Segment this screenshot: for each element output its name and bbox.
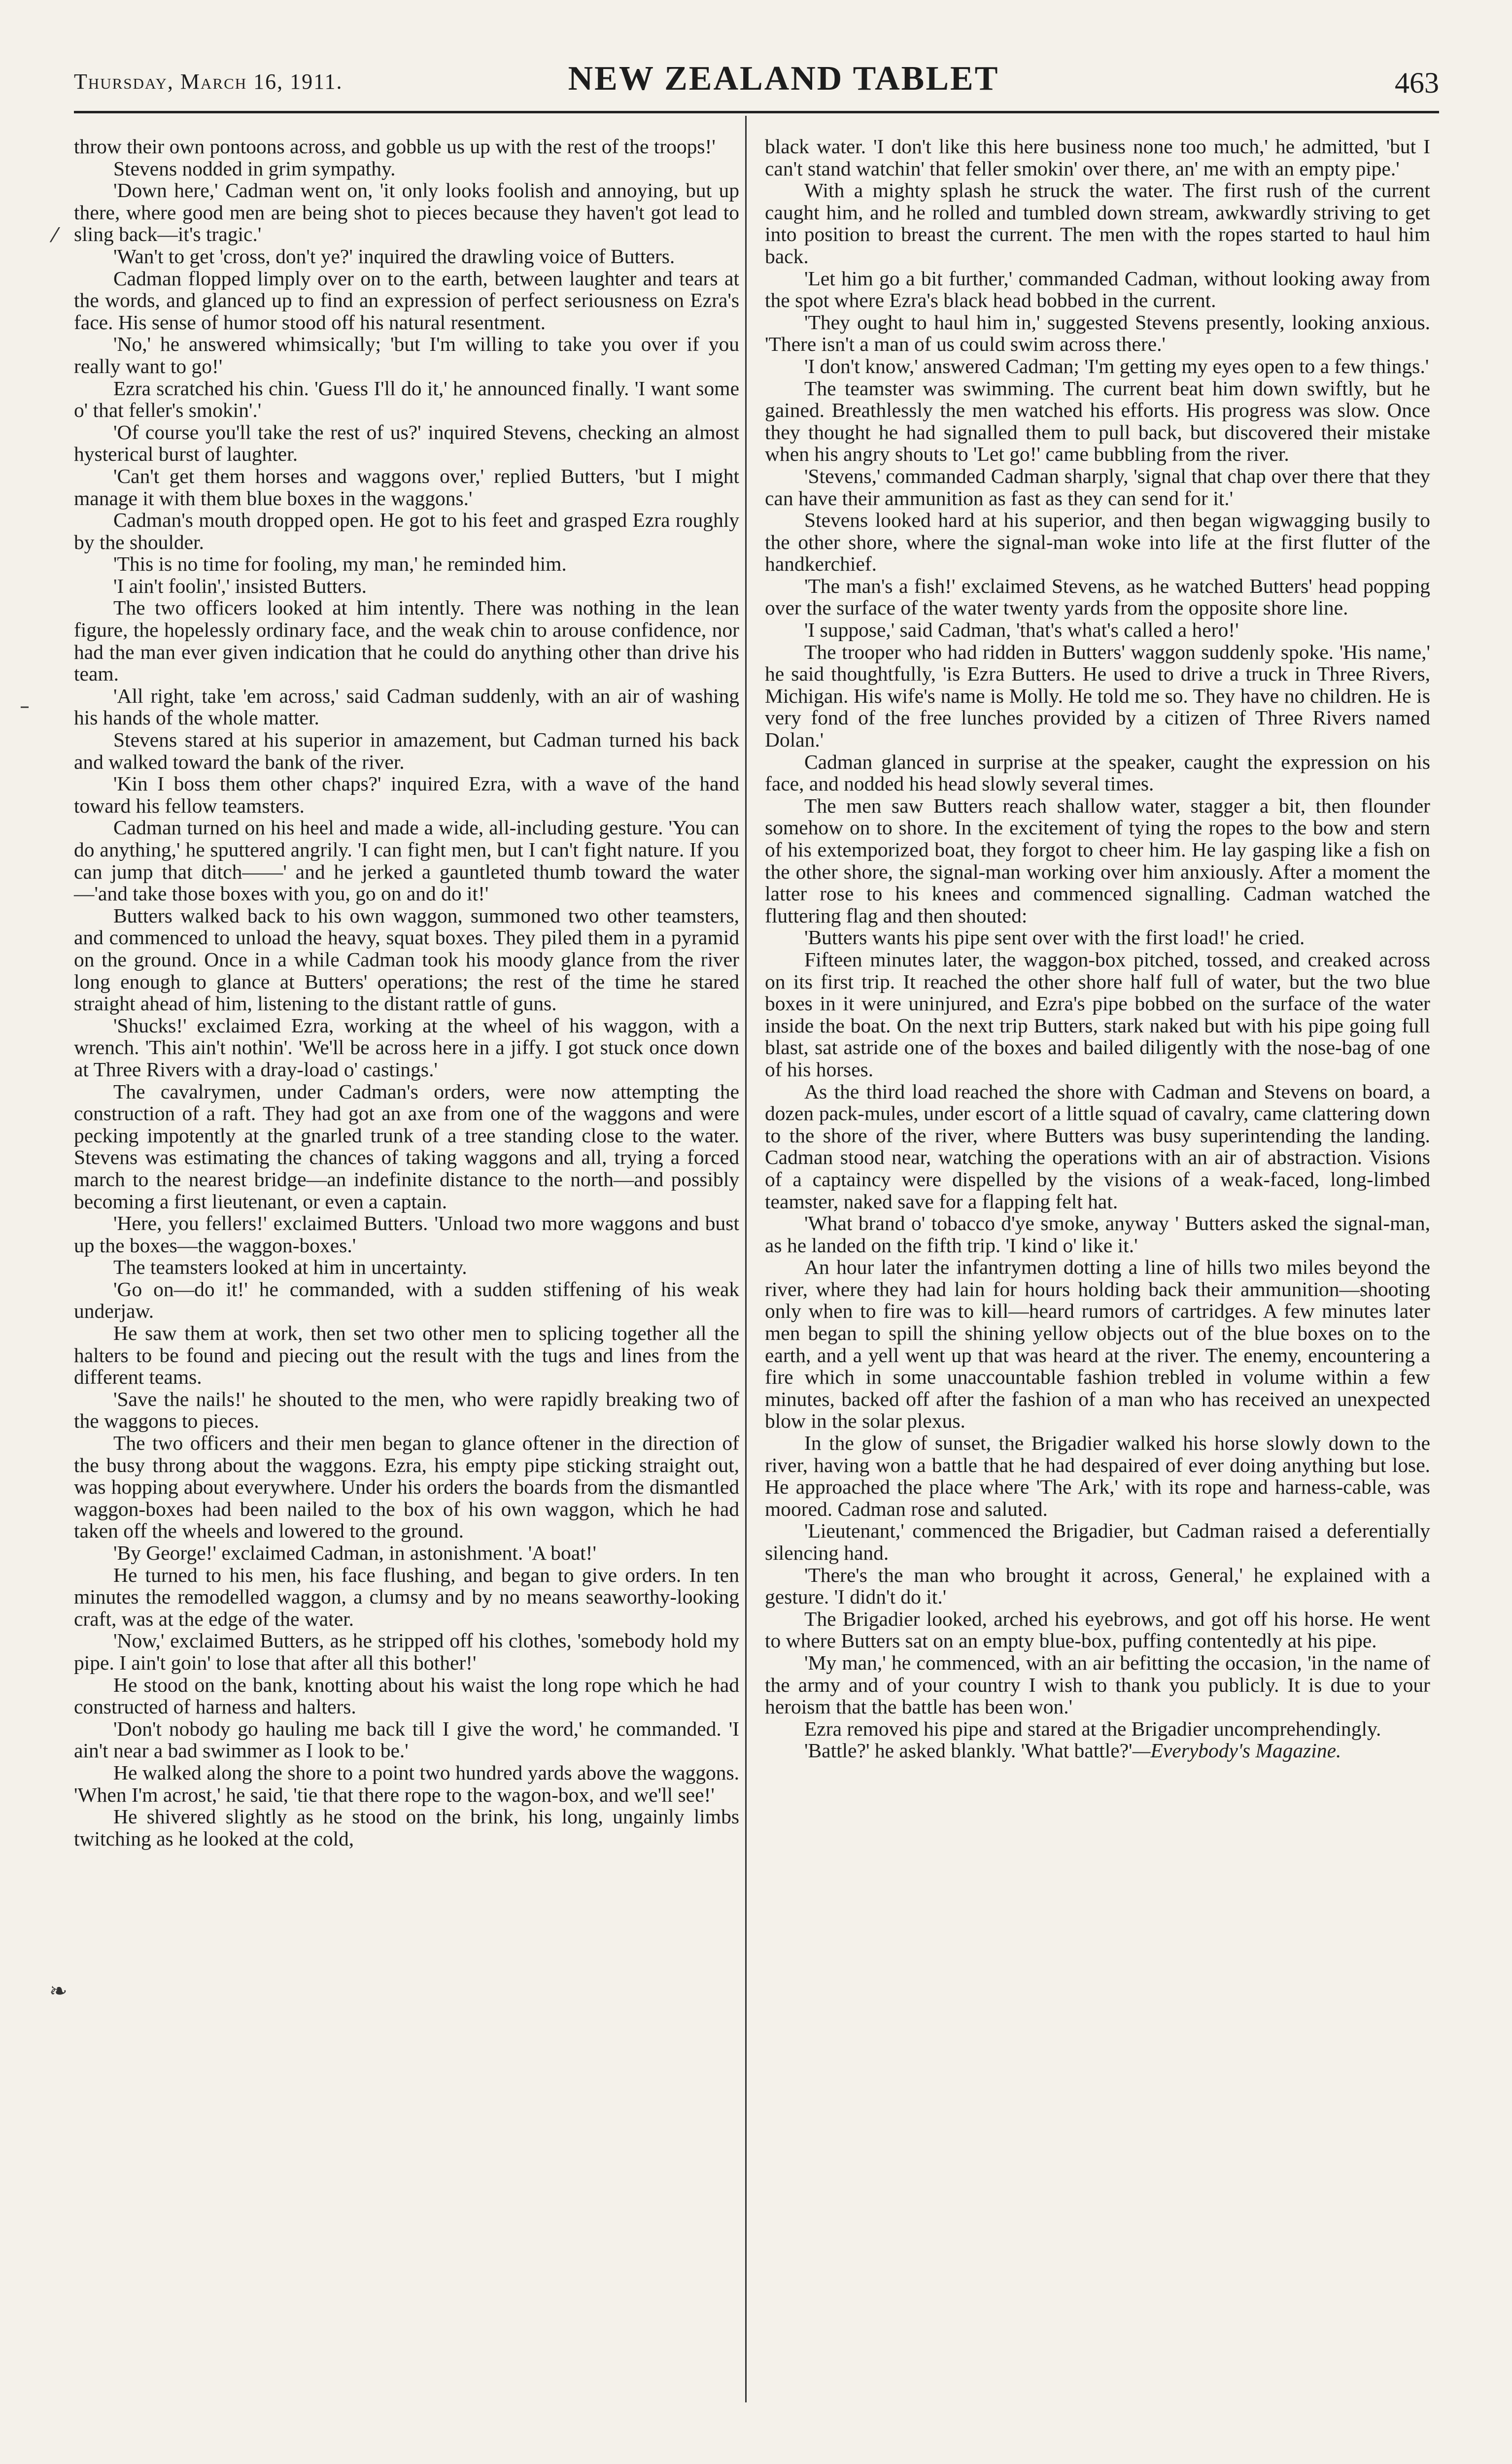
- article-paragraph: Ezra removed his pipe and stared at the Brigadier uncomprehendingly.: [804, 1717, 1381, 1740]
- article-paragraph: 'Save the nails!' he shouted to the men, who were rapidly breaking two of the waggons to pieces.: [74, 1387, 739, 1433]
- article-paragraph: 'They ought to haul him in,' suggested Stevens presently, looking anxious. 'There isn't a man of us could swim across there.': [765, 310, 1430, 356]
- article-paragraph: 'Lieutenant,' commenced the Brigadier, but Cadman raised a deferentially silencing hand.: [765, 1519, 1430, 1564]
- article-paragraph: In the glow of sunset, the Brigadier walked his horse slowly down to the river, having won a battle that he had despaired of ever doing anything but lose. He approached the place where 'The Ark,' with its rope and harness-cable, was moored. Cadman rose and saluted.: [765, 1432, 1430, 1520]
- article-paragraph: 'What brand o' tobacco d'ye smoke, anyway ' Butters asked the signal-man, as he landed on the fifth trip. 'I kind o' like it.': [765, 1212, 1430, 1257]
- article-paragraph: Stevens stared at his superior in amazement, but Cadman turned his back and walked toward the bank of the river.: [74, 728, 739, 773]
- article-paragraph: He shivered slightly as he stood on the brink, his long, ungainly limbs twitching as he looked at the cold,: [74, 1805, 739, 1850]
- issue-date: Thursday, March 16, 1911.: [74, 69, 343, 94]
- article-paragraph: The teamster was swimming. The current beat him down swiftly, but he gained. Breathlessly the men watched his efforts. His progress was slow. Once they thought he had signalled them to pull back, but discovered their mistake when his angry shouts to 'Let go!' came bubbling from the river.: [765, 376, 1430, 466]
- article-paragraph: 'I suppose,' said Cadman, 'that's what's called a hero!': [804, 618, 1239, 642]
- article-paragraph: Stevens nodded in grim sympathy.: [113, 157, 396, 180]
- left-column: [74, 136, 739, 1849]
- article-paragraph: 'My man,' he commenced, with an air befitting the occasion, 'in the name of the army and of your country I wish to thank you publicly. It is due to your heroism that the battle has been won.': [765, 1651, 1430, 1718]
- article-paragraph: Cadman flopped limply over on to the earth, between laughter and tears at the words, and glanced up to find an expression of perfect seriousness on Ezra's face. His sense of humor stood off his natural resentment.: [74, 267, 739, 334]
- article-paragraph: throw their own pontoons across, and gobble us up with the rest of the troops!': [74, 135, 716, 158]
- article-paragraph: 'By George!' exclaimed Cadman, in astonishment. 'A boat!': [113, 1541, 596, 1564]
- article-paragraph: 'Can't get them horses and waggons over,' replied Butters, 'but I might manage it with them blue boxes in the waggons.': [74, 464, 739, 510]
- article-paragraph: 'I don't know,' answered Cadman; 'I'm getting my eyes open to a few things.': [804, 354, 1429, 377]
- masthead-title: NEW ZEALAND TABLET: [568, 60, 999, 98]
- article-paragraph: He walked along the shore to a point two hundred yards above the waggons. 'When I'm acrost,' he said, 'tie that there rope to the wagon-box, and we'll see!': [74, 1761, 739, 1806]
- article-paragraph: 'Down here,' Cadman went on, 'it only looks foolish and annoying, but up there, where good men are being shot to pieces because they haven't got lead to sling back—it's tragic.': [74, 179, 739, 246]
- article-paragraph: 'Butters wants his pipe sent over with the first load!' he cried.: [804, 926, 1305, 949]
- column-divider: [745, 116, 747, 2402]
- article-paragraph: 'Go on—do it!' he commanded, with a sudden stiffening of his weak underjaw.: [74, 1277, 739, 1323]
- article-paragraph: The trooper who had ridden in Butters' waggon suddenly spoke. 'His name,' he said thoughtfully, 'is Ezra Butters. He used to drive a truck in Three Rivers, Michigan. His wife's name is Molly. He told me so. They have no children. He is very fond of the free lunches provided by a citizen of Three Rivers named Dolan.': [765, 640, 1430, 752]
- article-paragraph: black water. 'I don't like this here business none too much,' he admitted, 'but I can't stand watchin' that feller smokin' over there, an' me with an empty pipe.': [765, 135, 1430, 180]
- article-paragraph: 'The man's a fish!' exclaimed Stevens, as he watched Butters' head popping over the surface of the water twenty yards from the opposite shore line.: [765, 574, 1430, 619]
- article-paragraph: The teamsters looked at him in uncertainty.: [113, 1256, 467, 1279]
- article-paragraph: 'Shucks!' exclaimed Ezra, working at the wheel of his waggon, with a wrench. 'This ain't nothin'. 'We'll be across here in a jiffy. I got stuck once down at Three Rivers with a dray-load o' castings.': [74, 1014, 739, 1081]
- article-paragraph: 'Of course you'll take the rest of us?' inquired Stevens, checking an almost hysterical burst of laughter.: [74, 420, 739, 466]
- article-paragraph: An hour later the infantrymen dotting a line of hills two miles beyond the river, where they had lain for hours holding back their ammunition—shooting only when to fire was to kill—heard rumors of cartridges. A few minutes later men began to spill the shining yellow objects out of the blue boxes on to the earth, and a yell went up that was heard at the river. The enemy, encountering a fire which in some unaccountable fashion trebled in volume within a few minutes, backed off after the fashion of a man who has received an unexpected blow in the solar plexus.: [765, 1256, 1430, 1433]
- article-paragraph: The two officers and their men began to glance oftener in the direction of the busy throng about the waggons. Ezra, his empty pipe sticking straight out, was hopping about everywhere. Under his orders the boards from the dismantled waggon-boxes had been nailed to the box of his own waggon, which he had taken off the wheels and lowered to the ground.: [74, 1432, 739, 1542]
- article-paragraph: Ezra scratched his chin. 'Guess I'll do it,' he announced finally. 'I want some o' that feller's smokin'.': [74, 376, 739, 422]
- source-credit: —Everybody's Magazine.: [1132, 1739, 1341, 1762]
- right-column: [765, 136, 1430, 1762]
- article-paragraph: He turned to his men, his face flushing, and began to give orders. In ten minutes the remodelled waggon, a clumsy and by no means seaworthy-looking craft, was at the edge of the water.: [74, 1563, 739, 1630]
- article-paragraph: The two officers looked at him intently. There was nothing in the lean figure, the hopelessly ordinary face, and the weak chin to arouse confidence, nor had the man ever given indication that he could do anything other than drive his team.: [74, 596, 739, 685]
- article-paragraph: As the third load reached the shore with Cadman and Stevens on board, a dozen pack-mules, under escort of a little squad of cavalry, came clattering down to the shore of the river, where Butters was busy superintending the landing. Cadman stood near, watching the operations with an air of abstraction. Visions of a captaincy were dispelled by the visions of a weak-faced, long-limbed teamster, naked save for a flapping felt hat.: [765, 1080, 1430, 1213]
- page-header: [74, 59, 1439, 113]
- article-paragraph: Fifteen minutes later, the waggon-box pitched, tossed, and creaked across on its first trip. It reached the other shore half full of water, but the two blue boxes in it were uninjured, and Ezra's pipe bobbed on the surface of the water inside the boat. On the next trip Butters, stark naked but with his pipe going full blast, sat astride one of the boxes and bailed diligently with the nose-bag of one of his horses.: [765, 948, 1430, 1081]
- article-paragraph: 'Now,' exclaimed Butters, as he stripped off his clothes, 'somebody hold my pipe. I ain't goin' to lose that after all this bother!': [74, 1629, 739, 1674]
- article-paragraph: The Brigadier looked, arched his eyebrows, and got off his horse. He went to where Butters sat on an empty blue-box, puffing contentedly at his pipe.: [765, 1607, 1430, 1652]
- article-paragraph: Stevens looked hard at his superior, and then began wigwagging busily to the other shore, where the signal-man woke into life at the first flutter of the handkerchief.: [765, 509, 1430, 576]
- article-paragraph: The cavalrymen, under Cadman's orders, were now attempting the construction of a raft. They had got an axe from one of the waggons and were pecking impotently at the gnarled trunk of a tree standing close to the water. Stevens was estimating the chances of taking waggons and all, trying a forced march to the nearest bridge—an indefinite distance to the north—and possibly becoming a first lieutenant, or even a captain.: [74, 1080, 739, 1213]
- margin-pencil-mark: ⁄: [53, 224, 57, 247]
- article-paragraph: He saw them at work, then set two other men to splicing together all the halters to be found and piecing out the result with the tugs and lines from the different teams.: [74, 1322, 739, 1389]
- article-paragraph: He stood on the bank, knotting about his waist the long rope which he had constructed of harness and halters.: [74, 1673, 739, 1718]
- article-paragraph: Butters walked back to his own waggon, summoned two other teamsters, and commenced to unload the heavy, squat boxes. They piled them in a pyramid on the ground. Once in a while Cadman took his moody glance from the river long enough to glance at Butters' operations; the rest of the time he stared straight ahead of him, listening to the distant rattle of guns.: [74, 904, 739, 1015]
- article-paragraph: Cadman glanced in surprise at the speaker, caught the expression on his face, and nodded his head slowly several times.: [765, 750, 1430, 795]
- article-paragraph: 'Let him go a bit further,' commanded Cadman, without looking away from the spot where Ezra's black head bobbed in the current.: [765, 267, 1430, 312]
- article-paragraph: 'Kin I boss them other chaps?' inquired Ezra, with a wave of the hand toward his fellow teamsters.: [74, 772, 739, 817]
- article-paragraph: 'Wan't to get 'cross, don't ye?' inquired the drawling voice of Butters.: [113, 244, 675, 268]
- article-paragraph: 'There's the man who brought it across, General,' he explained with a gesture. 'I didn't do it.': [765, 1563, 1430, 1608]
- article-paragraph: 'Here, you fellers!' exclaimed Butters. 'Unload two more waggons and bust up the boxes—the waggon-boxes.': [74, 1212, 739, 1257]
- article-paragraph: Cadman's mouth dropped open. He got to his feet and grasped Ezra roughly by the shoulder.: [74, 509, 739, 553]
- margin-ink-mark: ❧: [49, 1979, 68, 2004]
- article-paragraph: 'Don't nobody go hauling me back till I give the word,' he commanded. 'I ain't near a bad swimmer as I look to be.': [74, 1717, 739, 1762]
- article-paragraph: 'Battle?' he asked blankly. 'What battle?'—Everybody's Magazine.: [804, 1739, 1341, 1762]
- header-rule: [74, 111, 1439, 113]
- article-paragraph: Cadman turned on his heel and made a wide, all-including gesture. 'You can do anything,' he sputtered angrily. 'I can fight men, but I can't fight nature. If you can jump that ditch——' and he jerked a gauntleted thumb toward the water—'and take those boxes with you, go on and do it!': [74, 816, 739, 905]
- article-paragraph: The men saw Butters reach shallow water, stagger a bit, then flounder somehow on to shore. In the excitement of tying the ropes to the bow and stern of his extemporized boat, they forgot to cheer him. He lay gasping like a fish on the other shore, the signal-man working over him anxiously. After a moment the latter rose to his knees and commenced signalling. Cadman watched the fluttering flag and then shouted:: [765, 794, 1430, 927]
- article-paragraph: 'No,' he answered whimsically; 'but I'm willing to take you over if you really want to go!': [74, 333, 739, 377]
- article-paragraph: 'This is no time for fooling, my man,' he reminded him.: [113, 552, 567, 576]
- article-paragraph: 'Stevens,' commanded Cadman sharply, 'signal that chap over there that they can have their ammunition as fast as they can send for it.': [765, 464, 1430, 510]
- article-paragraph: 'All right, take 'em across,' said Cadman suddenly, with an air of washing his hands of the whole matter.: [74, 684, 739, 729]
- margin-dash-mark: –: [20, 695, 30, 718]
- article-paragraph: 'I ain't foolin',' insisted Butters.: [113, 574, 367, 597]
- article-paragraph: With a mighty splash he struck the water. The first rush of the current caught him, and he rolled and tumbled down stream, awkwardly striving to get into position to breast the current. The men with the ropes started to haul him back.: [765, 179, 1430, 268]
- page-number: 463: [1395, 67, 1439, 99]
